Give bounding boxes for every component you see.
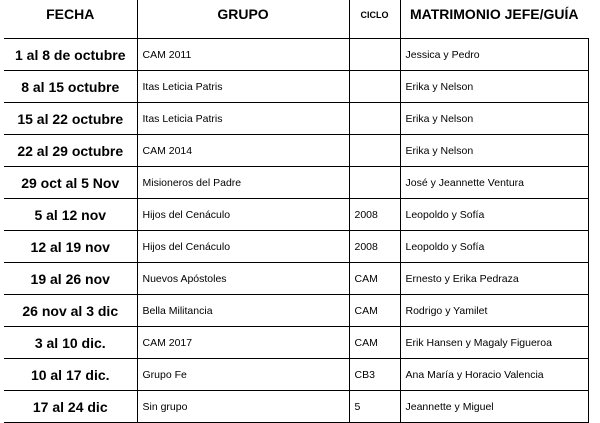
- cell-guia: Erika y Nelson: [400, 71, 588, 103]
- cell-ciclo: [349, 39, 400, 71]
- cell-fecha: 17 al 24 dic: [4, 391, 137, 423]
- table-row: [4, 71, 588, 103]
- cell-guia: Leopoldo y Sofía: [400, 199, 588, 231]
- cell-fecha: 19 al 26 nov: [4, 263, 137, 295]
- cell-grupo: Itas Leticia Patris: [137, 71, 349, 103]
- cell-guia: Erik Hansen y Magaly Figueroa: [400, 327, 588, 359]
- cell-guia: José y Jeannette Ventura: [400, 167, 588, 199]
- cell-ciclo: 2008: [349, 199, 400, 231]
- schedule-body: [4, 39, 588, 423]
- table-row: [4, 327, 588, 359]
- cell-grupo: Itas Leticia Patris: [137, 103, 349, 135]
- cell-guia: Ernesto y Erika Pedraza: [400, 263, 588, 295]
- cell-ciclo: [349, 71, 400, 103]
- table-row: [4, 135, 588, 167]
- table-row: [4, 103, 588, 135]
- cell-grupo: CAM 2017: [137, 327, 349, 359]
- cell-ciclo: 2008: [349, 231, 400, 263]
- header-grupo: GRUPO: [137, 0, 349, 39]
- table-row: [4, 167, 588, 199]
- cell-grupo: Hijos del Cenáculo: [137, 231, 349, 263]
- cell-grupo: Grupo Fe: [137, 359, 349, 391]
- cell-fecha: 15 al 22 octubre: [4, 103, 137, 135]
- table-row: [4, 231, 588, 263]
- table-row: [4, 263, 588, 295]
- cell-ciclo: [349, 103, 400, 135]
- cell-grupo: Bella Militancia: [137, 295, 349, 327]
- cell-grupo: CAM 2011: [137, 39, 349, 71]
- cell-guia: Leopoldo y Sofía: [400, 231, 588, 263]
- cell-fecha: 3 al 10 dic.: [4, 327, 137, 359]
- cell-ciclo: CAM: [349, 327, 400, 359]
- schedule-table: [4, 0, 589, 423]
- table-row: [4, 39, 588, 71]
- cell-ciclo: CAM: [349, 295, 400, 327]
- cell-fecha: 12 al 19 nov: [4, 231, 137, 263]
- cell-ciclo: CB3: [349, 359, 400, 391]
- cell-grupo: CAM 2014: [137, 135, 349, 167]
- table-row: [4, 199, 588, 231]
- cell-ciclo: [349, 135, 400, 167]
- cell-grupo: Sin grupo: [137, 391, 349, 423]
- cell-ciclo: CAM: [349, 263, 400, 295]
- cell-guia: Erika y Nelson: [400, 103, 588, 135]
- cell-guia: Ana María y Horacio Valencia: [400, 359, 588, 391]
- table-row: [4, 295, 588, 327]
- cell-grupo: Nuevos Apóstoles: [137, 263, 349, 295]
- cell-ciclo: [349, 167, 400, 199]
- header-guia: MATRIMONIO JEFE/GUÍA: [400, 0, 588, 39]
- cell-guia: Jessica y Pedro: [400, 39, 588, 71]
- cell-fecha: 29 oct al 5 Nov: [4, 167, 137, 199]
- cell-fecha: 26 nov al 3 dic: [4, 295, 137, 327]
- table-row: [4, 359, 588, 391]
- header-fecha: FECHA: [4, 0, 137, 39]
- cell-fecha: 22 al 29 octubre: [4, 135, 137, 167]
- cell-guia: Erika y Nelson: [400, 135, 588, 167]
- cell-guia: Rodrigo y Yamilet: [400, 295, 588, 327]
- cell-grupo: Hijos del Cenáculo: [137, 199, 349, 231]
- cell-guia: Jeannette y Miguel: [400, 391, 588, 423]
- table-row: [4, 391, 588, 423]
- cell-fecha: 1 al 8 de octubre: [4, 39, 137, 71]
- cell-fecha: 5 al 12 nov: [4, 199, 137, 231]
- header-row: [4, 0, 588, 39]
- cell-fecha: 10 al 17 dic.: [4, 359, 137, 391]
- cell-ciclo: 5: [349, 391, 400, 423]
- header-ciclo: CICLO: [349, 0, 400, 39]
- cell-fecha: 8 al 15 octubre: [4, 71, 137, 103]
- cell-grupo: Misioneros del Padre: [137, 167, 349, 199]
